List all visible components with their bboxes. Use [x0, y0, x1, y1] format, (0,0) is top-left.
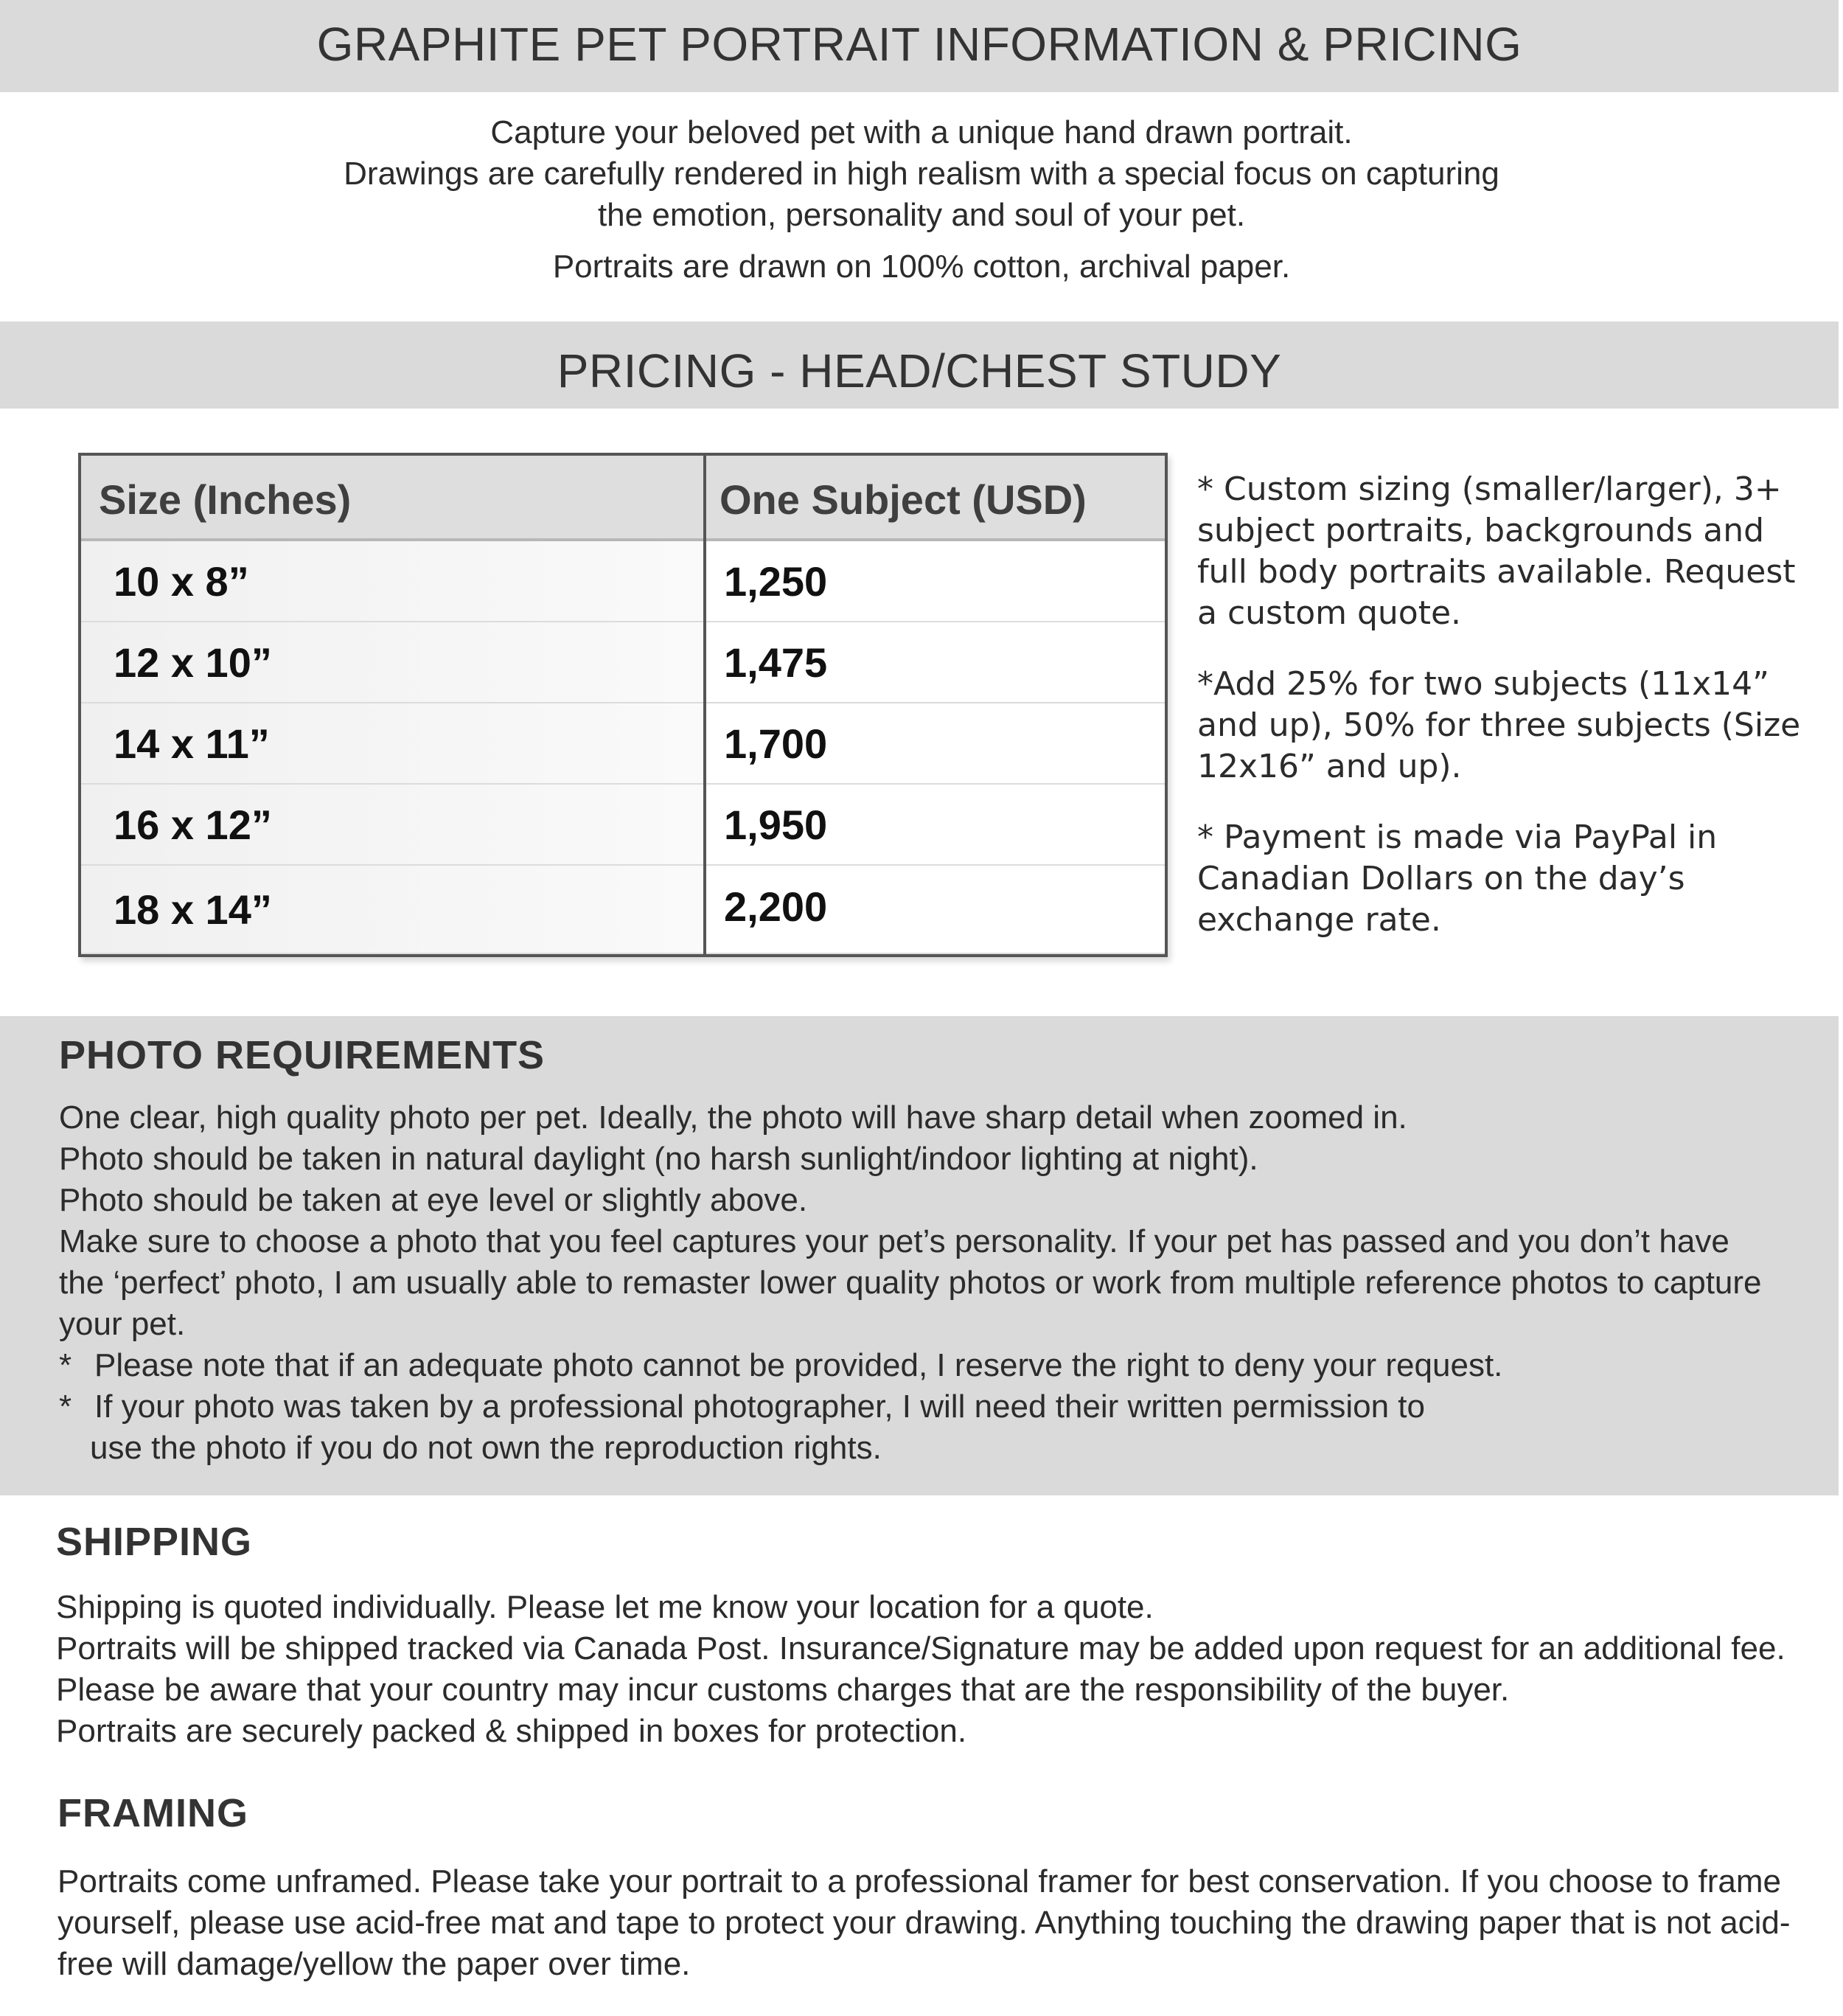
shipping-line: Portraits will be shipped tracked via Canada Post. Insurance/Signature may be added upon request for an additional fee.	[56, 1630, 1785, 1666]
table-row	[81, 703, 1165, 785]
requirement-bullet	[59, 1386, 1777, 1428]
size-cell: 18 x 14”	[114, 886, 272, 933]
bullet-marker: *	[59, 1388, 72, 1425]
header-one-subject: One Subject (USD)	[720, 476, 1087, 523]
requirement-line: Photo should be taken in natural daylight (no harsh sunlight/indoor lighting at night).	[59, 1141, 1258, 1177]
table-row	[81, 785, 1165, 866]
bullet-text: If your photo was taken by a professional photographer, I will need their written permission to	[94, 1388, 1425, 1425]
size-cell: 16 x 12”	[114, 802, 272, 848]
note-multiple-subjects: *Add 25% for two subjects (11x14” and up), 50% for three subjects (Size 12x16” and up).	[1197, 665, 1801, 785]
requirement-bullet	[59, 1345, 1777, 1386]
framing-heading: FRAMING	[58, 1791, 248, 1835]
price-cell: 1,250	[724, 558, 828, 605]
shipping-line: Please be aware that your country may incur customs charges that are the responsibility of the buyer.	[56, 1672, 1510, 1708]
price-cell: 2,200	[724, 883, 828, 930]
price-cell: 1,700	[724, 720, 828, 767]
column-divider	[703, 456, 706, 954]
price-cell: 1,950	[724, 802, 828, 848]
photo-requirements-heading: PHOTO REQUIREMENTS	[59, 1033, 546, 1077]
price-cell: 1,475	[724, 639, 828, 686]
photo-requirements-body	[59, 1097, 1777, 1469]
note-payment: * Payment is made via PayPal in Canadian Dollars on the day’s exchange rate.	[1197, 818, 1718, 939]
pricing-title: PRICING - HEAD/CHEST STUDY	[557, 344, 1282, 397]
intro-line: Drawings are carefully rendered in high realism with a special focus on capturing	[344, 156, 1499, 192]
size-cell: 14 x 11”	[114, 720, 270, 767]
table-header-row	[81, 456, 1165, 541]
table-row	[81, 866, 1165, 954]
pricing-notes	[1197, 469, 1802, 970]
framing-text: Portraits come unframed. Please take your portrait to a professional framer for best conservation. If you choose to frame yourself, please use acid-free mat and tape to protect your drawing. Anything touching the drawing paper that is not acid-free will damage/yellow the paper over time.	[58, 1863, 1791, 1982]
shipping-line: Portraits are securely packed & shipped in boxes for protection.	[56, 1713, 967, 1749]
pricing-table	[78, 453, 1168, 957]
requirement-line: One clear, high quality photo per pet. Ideally, the photo will have sharp detail when zoomed in.	[59, 1099, 1407, 1136]
requirement-line: Make sure to choose a photo that you feel captures your pet’s personality. If your pet has passed and you don’t have the ‘perfect’ photo, I am usually able to remaster lower quality photos or work from multiple reference photos to capture your pet.	[59, 1223, 1762, 1342]
paper-note: Portraits are drawn on 100% cotton, archival paper.	[552, 248, 1291, 285]
size-cell: 10 x 8”	[114, 558, 249, 605]
bullet-continuation: use the photo if you do not own the reproduction rights.	[90, 1430, 882, 1466]
shipping-body	[56, 1587, 1825, 1752]
table-row	[81, 622, 1165, 703]
shipping-line: Shipping is quoted individually. Please let me know your location for a quote.	[56, 1589, 1154, 1625]
header-size: Size (Inches)	[99, 476, 352, 523]
requirement-line: Photo should be taken at eye level or slightly above.	[59, 1182, 808, 1218]
intro-text	[0, 112, 1843, 288]
shipping-heading: SHIPPING	[56, 1520, 253, 1564]
page-title: GRAPHITE PET PORTRAIT INFORMATION & PRICING	[316, 18, 1522, 71]
bullet-text: Please note that if an adequate photo cannot be provided, I reserve the right to deny your request.	[94, 1347, 1503, 1383]
size-cell: 12 x 10”	[114, 639, 272, 686]
table-row	[81, 541, 1165, 622]
bullet-marker: *	[59, 1347, 72, 1383]
note-custom-sizing: * Custom sizing (smaller/larger), 3+ subject portraits, backgrounds and full body portraits available. Request a custom quote.	[1197, 470, 1796, 632]
intro-line: the emotion, personality and soul of your pet.	[597, 197, 1246, 233]
intro-line: Capture your beloved pet with a unique hand drawn portrait.	[490, 114, 1353, 150]
framing-body	[58, 1861, 1805, 1985]
